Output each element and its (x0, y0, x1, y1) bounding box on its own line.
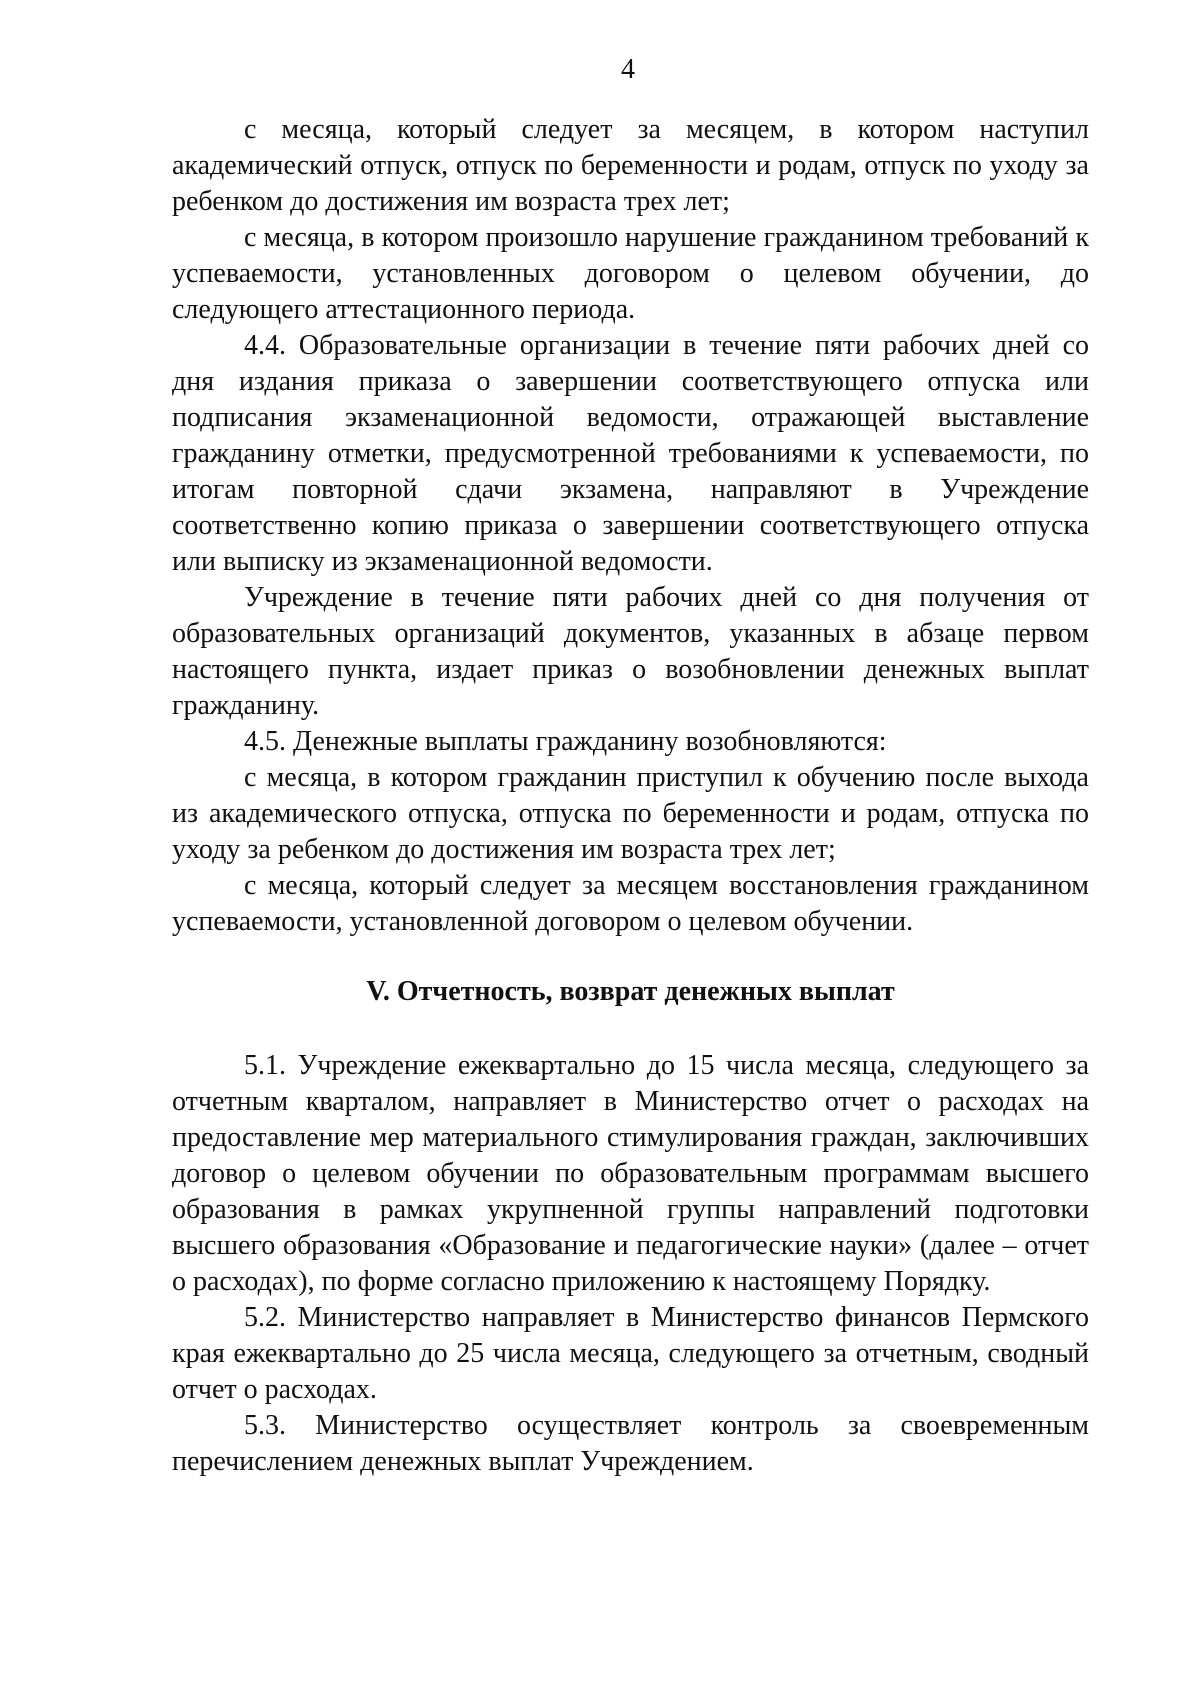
paragraph-4-4: 4.4. Образовательные организации в течение пяти рабочих дней со дня издания приказа о завершении соответствующего отпуска или подписания экзаменационной ведомости, отражающей выставление гражданину отметки, предусмотренной требованиями к успеваемости, по итогам повторной сдачи экзамена, направляют в Учреждение соответственно копию приказа о завершении соответствующего отпуска или выписку из экзаменационной ведомости. (172, 330, 1089, 577)
page-number: 4 (621, 54, 635, 85)
paragraph-4-5: 4.5. Денежные выплаты гражданину возобновляются: (244, 726, 887, 757)
paragraph-4-3-clause-2: с месяца, в котором произошло нарушение гражданином требований к успеваемости, установленных договором о целевом обучении, до следующего аттестационного периода. (172, 222, 1089, 325)
section-heading: V. Отчетность, возврат денежных выплат (366, 976, 895, 1007)
document-body (172, 112, 1089, 1480)
paragraph-4-5-clause-2: с месяца, который следует за месяцем восстановления гражданином успеваемости, установленной договором о целевом обучении. (172, 870, 1089, 937)
paragraph-5-1: 5.1. Учреждение ежеквартально до 15 числа месяца, следующего за отчетным кварталом, направляет в Министерство отчет о расходах на предоставление мер материального стимулирования граждан, заключивших договор о целевом обучении по образовательным программам высшего образования в рамках укрупненной группы направлений подготовки высшего образования «Образование и педагогические науки» (далее – отчет о расходах), по форме согласно приложению к настоящему Порядку. (172, 1050, 1089, 1297)
paragraph-4-3-clause-1: с месяца, который следует за месяцем, в котором наступил академический отпуск, отпуск по беременности и родам, отпуск по уходу за ребенком до достижения им возраста трех лет; (172, 114, 1089, 217)
paragraph-5-2: 5.2. Министерство направляет в Министерство финансов Пермского края ежеквартально до 25 числа месяца, следующего за отчетным, сводный отчет о расходах. (172, 1302, 1089, 1405)
paragraph-5-3: 5.3. Министерство осуществляет контроль за своевременным перечислением денежных выплат Учреждением. (172, 1410, 1089, 1477)
paragraph-4-4-institution: Учреждение в течение пяти рабочих дней со дня получения от образовательных организаций документов, указанных в абзаце первом настоящего пункта, издает приказ о возобновлении денежных выплат гражданину. (172, 582, 1089, 721)
paragraph-4-5-clause-1: с месяца, в котором гражданин приступил к обучению после выхода из академического отпуска, отпуска по беременности и родам, отпуска по уходу за ребенком до достижения им возраста трех лет; (172, 762, 1089, 865)
